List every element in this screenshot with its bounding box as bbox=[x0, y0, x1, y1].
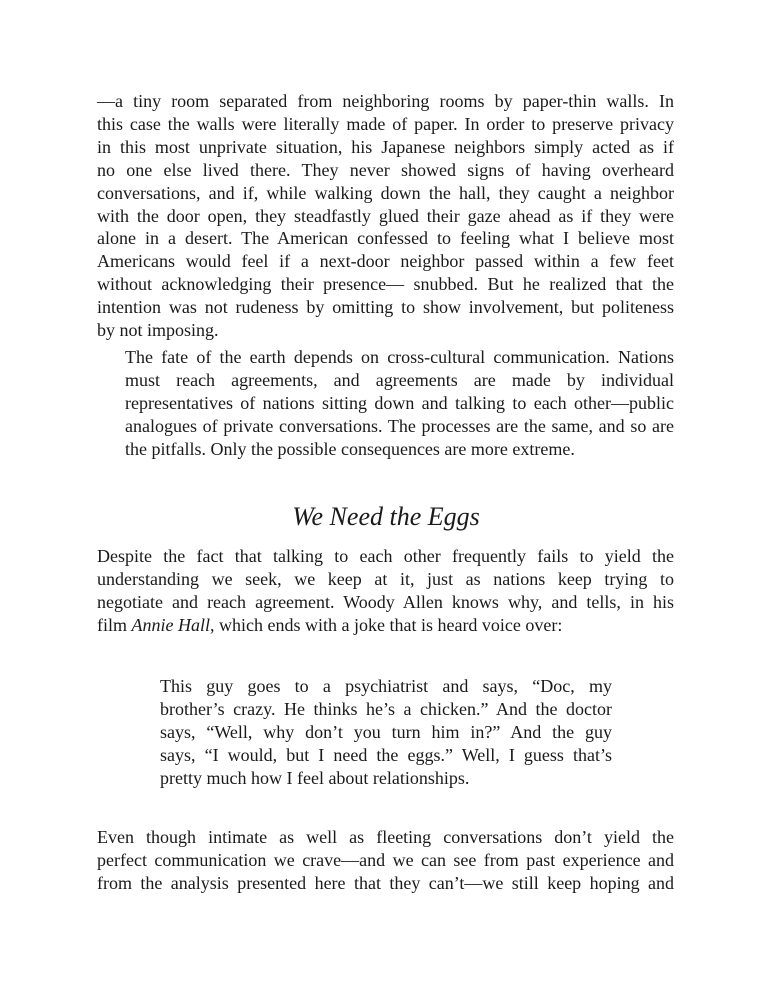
text-line: alone in a desert. The American confessed to feeling what I believe most bbox=[97, 228, 674, 249]
quote-line: says, “I would, but I need the eggs.” Well, I guess that’s bbox=[160, 744, 612, 765]
text-line: by not imposing. bbox=[97, 320, 219, 341]
text-line: Despite the fact that talking to each other frequently fails to yield the bbox=[97, 546, 674, 566]
text-line: this case the walls were literally made of paper. In order to preserve privacy bbox=[97, 113, 674, 134]
film-title: Annie Hall, bbox=[131, 614, 215, 635]
text-line: with the door open, they steadfastly glued their gaze ahead as if they were bbox=[97, 205, 674, 226]
paragraph-despite bbox=[97, 545, 674, 637]
text-line: must reach agreements, and agreements are made by individual bbox=[125, 369, 674, 390]
text-line: analogues of private conversations. The processes are the same, and so are bbox=[125, 415, 674, 436]
paragraph-japanese-neighbors bbox=[97, 90, 674, 342]
text-line: negotiate and reach agreement. Woody Allen knows why, and tells, in his bbox=[97, 591, 674, 612]
section-heading: We Need the Eggs bbox=[292, 502, 480, 531]
text-line: without acknowledging their presence— snubbed. But he realized that the bbox=[97, 274, 674, 295]
quote-line: pretty much how I feel about relationships. bbox=[160, 767, 470, 788]
text-line: in this most unprivate situation, his Japanese neighbors simply acted as if bbox=[97, 136, 674, 157]
text-fragment: which ends with a joke that is heard voice over: bbox=[214, 614, 563, 635]
text-line: the pitfalls. Only the possible consequences are more extreme. bbox=[125, 438, 575, 459]
text-line bbox=[97, 614, 674, 637]
text-line: intention was not rudeness by omitting to show involvement, but politeness bbox=[97, 297, 674, 318]
text-line: from the analysis presented here that they can’t—we still keep hoping and bbox=[97, 872, 674, 893]
text-line: perfect communication we crave—and we can see from past experience and bbox=[97, 849, 674, 870]
text-line: conversations, and if, while walking down the hall, they caught a neighbor bbox=[97, 182, 674, 203]
text-line: representatives of nations sitting down and talking to each other—public bbox=[125, 392, 674, 413]
paragraph-even-though bbox=[97, 826, 674, 895]
text-line: no one else lived there. They never showed signs of having overheard bbox=[97, 159, 674, 180]
quote-line: This guy goes to a psychiatrist and says, “Doc, my bbox=[160, 676, 612, 696]
block-quote bbox=[160, 675, 612, 790]
quote-line: says, “Well, why don’t you turn him in?” And the guy bbox=[160, 721, 612, 742]
text-line: —a tiny room separated from neighboring rooms by paper-thin walls. In bbox=[97, 91, 674, 111]
paragraph-fate-of-earth bbox=[97, 346, 674, 461]
text-line: Even though intimate as well as fleeting conversations don’t yield the bbox=[97, 827, 674, 847]
text-line: The fate of the earth depends on cross-cultural communication. Nations bbox=[125, 347, 674, 367]
text-line: understanding we seek, we keep at it, just as nations keep trying to bbox=[97, 568, 674, 589]
quote-line: brother’s crazy. He thinks he’s a chicken.” And the doctor bbox=[160, 698, 612, 719]
text-fragment: film bbox=[97, 614, 132, 635]
text-line: Americans would feel if a next-door neighbor passed within a few feet bbox=[97, 251, 674, 272]
